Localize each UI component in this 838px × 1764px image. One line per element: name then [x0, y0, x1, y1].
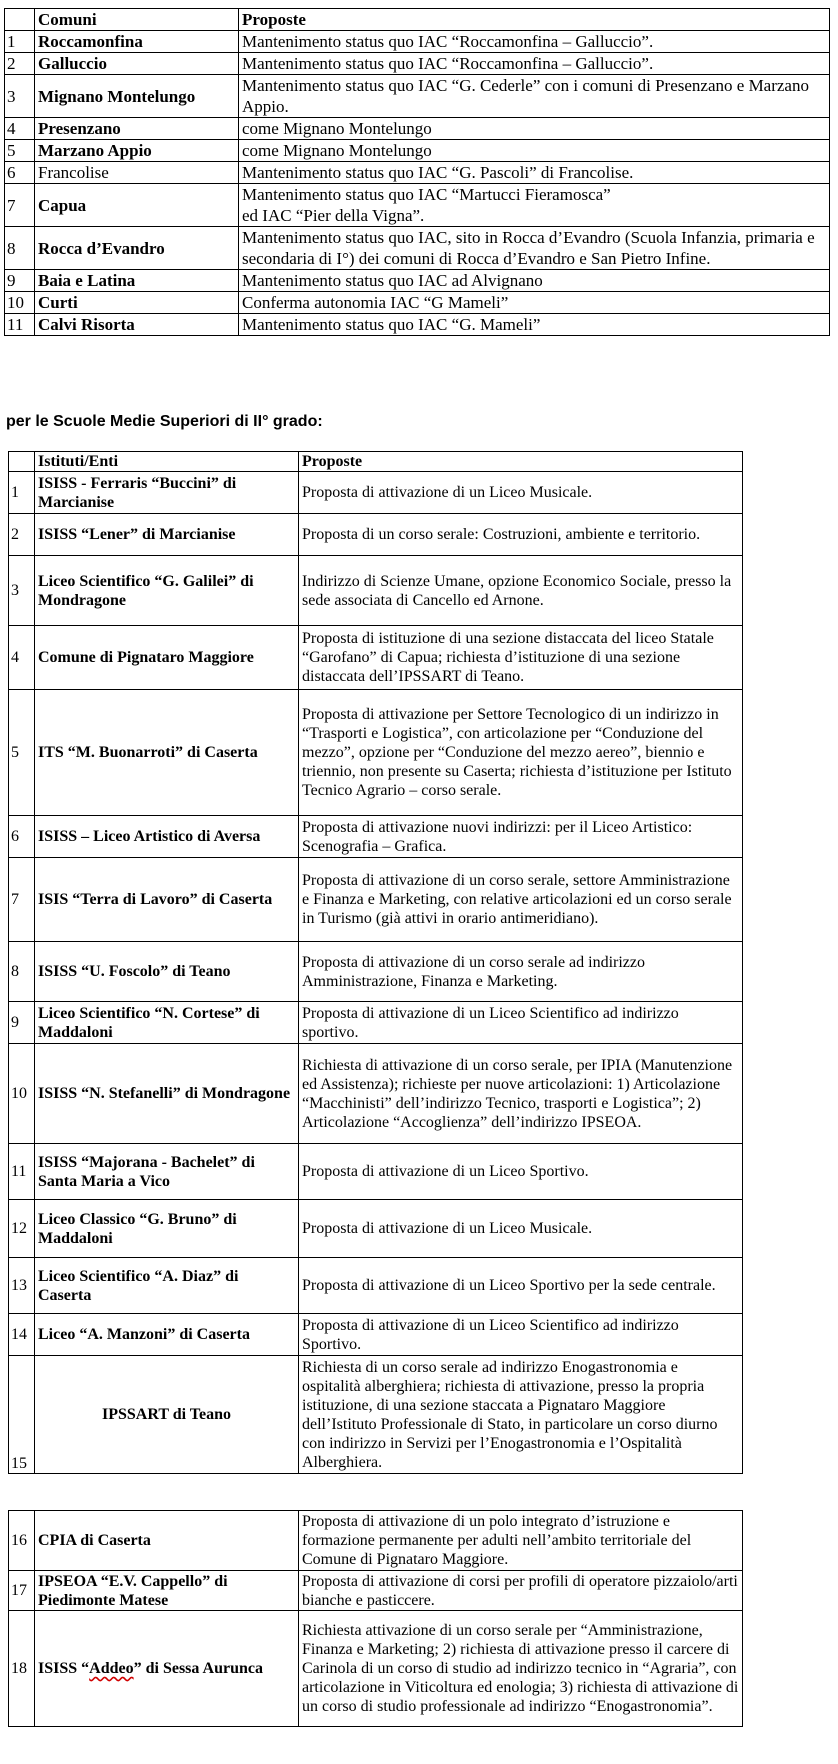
table-row: [9, 1511, 743, 1571]
row-number: 8: [5, 227, 35, 270]
proposta-text: Proposta di attivazione di un polo integrato d’istruzione e formazione permanente per adulti nell’ambito territoriale del Comune di Pignataro Maggiore.: [299, 1511, 743, 1571]
table-row: [5, 314, 830, 336]
table-row: [9, 1044, 743, 1144]
table-row: [9, 816, 743, 858]
row-number: 1: [5, 31, 35, 53]
row-number: 5: [5, 140, 35, 162]
table-row: [5, 75, 830, 118]
row-number: 8: [9, 942, 35, 1002]
row-number: 4: [5, 118, 35, 140]
proposta-text: come Mignano Montelungo: [239, 140, 830, 162]
proposta-text: Proposta di attivazione di un corso serale ad indirizzo Amministrazione, Finanza e Marketing.: [299, 942, 743, 1002]
ente-name: ISISS “Majorana - Bachelet” di Santa Maria a Vico: [35, 1144, 299, 1200]
proposta-text: Richiesta di attivazione di un corso serale, per IPIA (Manutenzione ed Assistenza); richieste per nuove articolazioni: 1) Articolazione “Macchinisti” dell’indirizzo Tecnico, trasporti e Logistica”; 2) Articolazione “Accoglienza” dell’indirizzo IPSEOA.: [299, 1044, 743, 1144]
row-number: 11: [5, 314, 35, 336]
row-number: 7: [9, 858, 35, 942]
row-number: 11: [9, 1144, 35, 1200]
table-row: [9, 1356, 743, 1474]
proposta-text: Proposta di attivazione nuovi indirizzi: per il Liceo Artistico: Scenografia – Grafica.: [299, 816, 743, 858]
proposta-text: Conferma autonomia IAC “G Mameli”: [239, 292, 830, 314]
table-row: [9, 556, 743, 626]
table-row: [9, 858, 743, 942]
row-number: 9: [5, 270, 35, 292]
row-number: 18: [9, 1611, 35, 1727]
proposta-text: Proposta di un corso serale: Costruzioni, ambiente e territorio.: [299, 514, 743, 556]
table-header-row: [5, 9, 830, 31]
ente-name: Liceo “A. Manzoni” di Caserta: [35, 1314, 299, 1356]
proposta-text: Proposta di attivazione di un corso serale, settore Amministrazione e Finanza e Marketing, con relative articolazioni ed un corso serale in Turismo (già attivi in orario antimeridiano).: [299, 858, 743, 942]
table-row: [9, 1611, 743, 1727]
row-number: 9: [9, 1002, 35, 1044]
comune-name: Capua: [35, 184, 239, 227]
section-heading: per le Scuole Medie Superiori di II° grado:: [6, 413, 323, 430]
proposta-text: Richiesta attivazione di un corso serale per “Amministrazione, Finanza e Marketing; 2) richiesta di attivazione presso il carcere di Carinola di un corso di studio ad indirizzo tecnico in “Agraria”, con articolazione in Viticoltura ed enologia; 3) richiesta di attivazione di un corso di studio professionale ad indirizzo “Enogastronomia”.: [299, 1611, 743, 1727]
table-row: [5, 227, 830, 270]
table-row: [9, 1144, 743, 1200]
proposta-text: Proposta di attivazione di un Liceo Musicale.: [299, 1200, 743, 1258]
row-number: 3: [9, 556, 35, 626]
ente-name-prefix: ISISS “: [38, 1660, 90, 1677]
row-number: 10: [5, 292, 35, 314]
table-row: [5, 270, 830, 292]
proposta-text: Richiesta di un corso serale ad indirizzo Enogastronomia e ospitalità alberghiera; richiesta di attivazione, presso la propria istituzione, di una sezione staccata a Pignataro Maggiore dell’Istituto Professionale di Stato, in particolare un corso diurno con indirizzo in Servizi per l’Enogastronomia e l’Ospitalità Alberghiera.: [299, 1356, 743, 1474]
istituti-table: [8, 451, 743, 1474]
row-number: 5: [9, 690, 35, 816]
header-istituti: Istituti/Enti: [35, 452, 299, 472]
comune-name: Rocca d’Evandro: [35, 227, 239, 270]
ente-name: CPIA di Caserta: [35, 1511, 299, 1571]
row-number: 10: [9, 1044, 35, 1144]
table-row: [5, 184, 830, 227]
header-proposte: Proposte: [299, 452, 743, 472]
proposta-text: Mantenimento status quo IAC “G. Pascoli” di Francolise.: [239, 162, 830, 184]
ente-name: ISISS “U. Foscolo” di Teano: [35, 942, 299, 1002]
row-number: 4: [9, 626, 35, 690]
table-row: [9, 514, 743, 556]
proposta-text: Indirizzo di Scienze Umane, opzione Economico Sociale, presso la sede associata di Cancello ed Arnone.: [299, 556, 743, 626]
table-header-row: [9, 452, 743, 472]
table-row: [5, 53, 830, 75]
comune-name: Francolise: [35, 162, 239, 184]
ente-name: Liceo Scientifico “A. Diaz” di Caserta: [35, 1258, 299, 1314]
proposta-text: Proposta di istituzione di una sezione distaccata del liceo Statale “Garofano” di Capua; richiesta d’istituzione di una sezione distaccata dell’IPSSART di Teano.: [299, 626, 743, 690]
ente-name-suffix: ” di Sessa Aurunca: [133, 1660, 263, 1677]
header-comuni: Comuni: [35, 9, 239, 31]
proposta-text: Proposta di attivazione di un Liceo Sportivo.: [299, 1144, 743, 1200]
table-row: [5, 118, 830, 140]
comune-name: Presenzano: [35, 118, 239, 140]
istituti-table-continued: [8, 1510, 743, 1727]
table-row: [9, 1002, 743, 1044]
proposta-text: come Mignano Montelungo: [239, 118, 830, 140]
row-number: 7: [5, 184, 35, 227]
proposta-text: Mantenimento status quo IAC “Martucci Fieramosca” ed IAC “Pier della Vigna”.: [239, 184, 830, 227]
table-row: [5, 162, 830, 184]
proposta-text: Proposta di attivazione di un Liceo Sportivo per la sede centrale.: [299, 1258, 743, 1314]
header-proposte: Proposte: [239, 9, 830, 31]
comune-name: Curti: [35, 292, 239, 314]
ente-name: Liceo Scientifico “G. Galilei” di Mondragone: [35, 556, 299, 626]
row-number: 3: [5, 75, 35, 118]
comune-name: Marzano Appio: [35, 140, 239, 162]
comune-name: Mignano Montelungo: [35, 75, 239, 118]
comune-name: Calvi Risorta: [35, 314, 239, 336]
table-row: [9, 626, 743, 690]
ente-name: Liceo Classico “G. Bruno” di Maddaloni: [35, 1200, 299, 1258]
row-number: 14: [9, 1314, 35, 1356]
ente-name: ISISS “Lener” di Marcianise: [35, 514, 299, 556]
comuni-table: [4, 8, 830, 336]
row-number: 15: [9, 1356, 35, 1474]
row-number: 6: [9, 816, 35, 858]
ente-name: Liceo Scientifico “N. Cortese” di Maddaloni: [35, 1002, 299, 1044]
table-row: [9, 1200, 743, 1258]
row-number: 1: [9, 472, 35, 514]
header-number: [9, 452, 35, 472]
row-number: 17: [9, 1571, 35, 1611]
table-row: [9, 1258, 743, 1314]
row-number: 2: [5, 53, 35, 75]
table-row: [5, 292, 830, 314]
proposta-text: Mantenimento status quo IAC, sito in Rocca d’Evandro (Scuola Infanzia, primaria e secondaria di I°) dei comuni di Rocca d’Evandro e San Pietro Infine.: [239, 227, 830, 270]
table-row: [9, 942, 743, 1002]
proposta-text: Proposta di attivazione di un Liceo Scientifico ad indirizzo Sportivo.: [299, 1314, 743, 1356]
ente-name: Comune di Pignataro Maggiore: [35, 626, 299, 690]
table-row: [9, 690, 743, 816]
proposta-text: Mantenimento status quo IAC ad Alvignano: [239, 270, 830, 292]
proposta-text: Mantenimento status quo IAC “Roccamonfina – Galluccio”.: [239, 53, 830, 75]
ente-name: ISISS - Ferraris “Buccini” di Marcianise: [35, 472, 299, 514]
ente-name: [35, 1611, 299, 1727]
row-number: 16: [9, 1511, 35, 1571]
proposta-text: Proposta di attivazione di un Liceo Musicale.: [299, 472, 743, 514]
proposta-text: Mantenimento status quo IAC “G. Mameli”: [239, 314, 830, 336]
proposta-text: Mantenimento status quo IAC “Roccamonfina – Galluccio”.: [239, 31, 830, 53]
ente-name: ISISS – Liceo Artistico di Aversa: [35, 816, 299, 858]
comune-name: Baia e Latina: [35, 270, 239, 292]
ente-name: ISIS “Terra di Lavoro” di Caserta: [35, 858, 299, 942]
row-number: 2: [9, 514, 35, 556]
table-row: [9, 1571, 743, 1611]
ente-name: ITS “M. Buonarroti” di Caserta: [35, 690, 299, 816]
ente-name: ISISS “N. Stefanelli” di Mondragone: [35, 1044, 299, 1144]
table-row: [5, 140, 830, 162]
proposta-text: Proposta di attivazione di corsi per profili di operatore pizzaiolo/arti bianche e pasticcere.: [299, 1571, 743, 1611]
ente-name: IPSEOA “E.V. Cappello” di Piedimonte Matese: [35, 1571, 299, 1611]
comune-name: Roccamonfina: [35, 31, 239, 53]
table-row: [9, 1314, 743, 1356]
proposta-text: Proposta di attivazione di un Liceo Scientifico ad indirizzo sportivo.: [299, 1002, 743, 1044]
table-row: [9, 472, 743, 514]
row-number: 13: [9, 1258, 35, 1314]
table-row: [5, 31, 830, 53]
row-number: 12: [9, 1200, 35, 1258]
row-number: 6: [5, 162, 35, 184]
proposta-text: Mantenimento status quo IAC “G. Cederle” con i comuni di Presenzano e Marzano Appio.: [239, 75, 830, 118]
ente-name-misspelled-word: Addeo: [89, 1660, 134, 1677]
proposta-text: Proposta di attivazione per Settore Tecnologico di un indirizzo in “Trasporti e Logistica”, con articolazione per “Conduzione del mezzo”, opzione per “Conduzione del mezzo aereo”, biennio e triennio, non presente su Caserta; richiesta d’istituzione per Istituto Tecnico Agrario – corso serale.: [299, 690, 743, 816]
header-number: [5, 9, 35, 31]
comune-name: Galluccio: [35, 53, 239, 75]
ente-name: IPSSART di Teano: [35, 1356, 299, 1474]
